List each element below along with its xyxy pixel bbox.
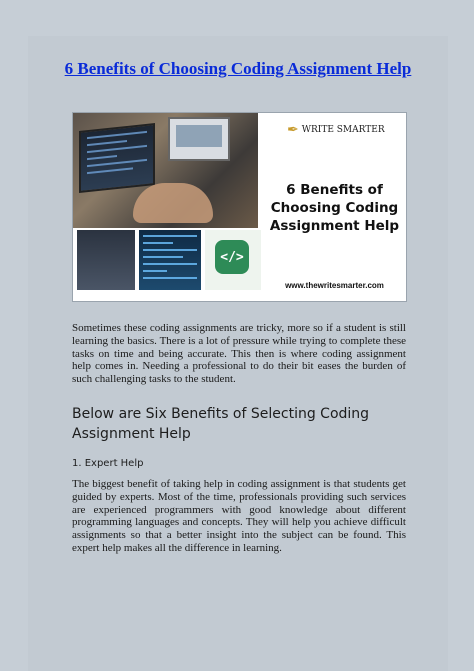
second-laptop-image [168, 117, 230, 161]
thumbnail-code-icon-graphic [205, 230, 261, 290]
benefit-1-heading: 1. Expert Help [72, 458, 144, 469]
section-heading: Below are Six Benefits of Selecting Coding Assignment Help [72, 406, 370, 442]
code-brackets-icon: </> [215, 240, 249, 274]
thumbnail-code-photo [139, 230, 201, 290]
banner-url: www.thewritesmarter.com [285, 281, 384, 290]
typing-hands-image [133, 183, 213, 223]
laptop-photo [73, 113, 258, 228]
banner-heading: 6 Benefits of Choosing Coding Assignment Help [269, 182, 400, 234]
laptop-screen-image [79, 123, 155, 193]
pen-nib-icon: ✒ [287, 122, 299, 138]
document-page [28, 36, 448, 671]
banner-image [72, 112, 407, 302]
benefit-1-paragraph: The biggest benefit of taking help in coding assignment is that students get guided by experts. Most of the time, professionals providing such services are experienced programmers with good knowledge about different programming languages and concepts. They will help you achieve difficult assignments so that a better insight into the subject can be found. This expert help makes all the difference in learning. [72, 478, 406, 554]
document-title-link[interactable]: 6 Benefits of Choosing Coding Assignment Help [64, 59, 412, 78]
thumbnail-developer-photo [77, 230, 135, 290]
logo-text: RITE SMARTER [311, 125, 385, 135]
intro-paragraph: Sometimes these coding assignments are tricky, more so if a student is still learning the basics. There is a lot of pressure while trying to complete these tasks on time and being accurate. This then is where coding assignment help comes in. Needing a professional to do their bit eases the burden of such challenging tasks to the student. [72, 322, 406, 386]
logo-initial: W [301, 125, 311, 135]
write-smarter-logo [287, 119, 397, 141]
